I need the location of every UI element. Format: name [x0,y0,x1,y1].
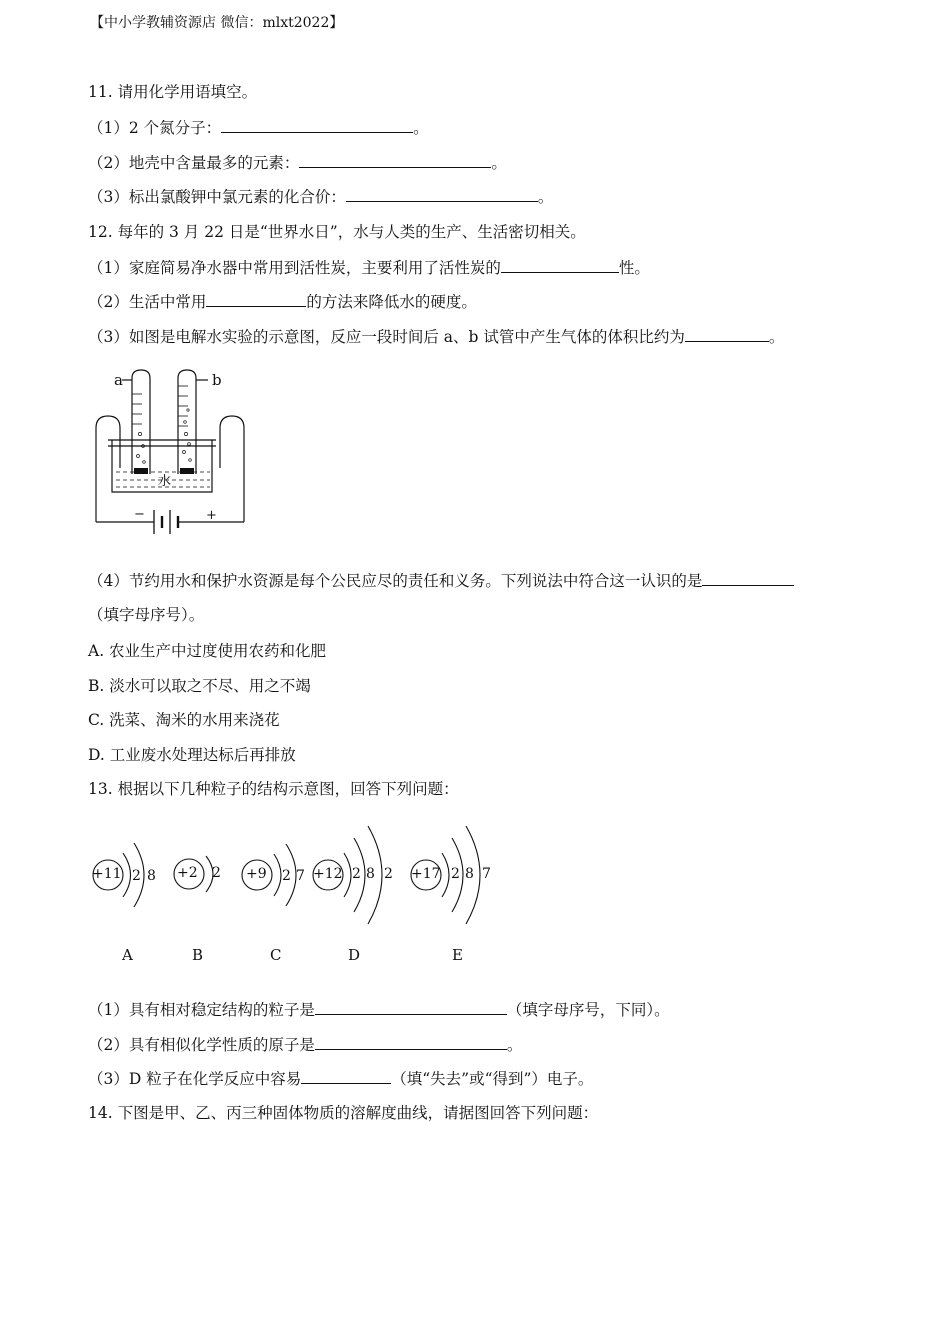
particle-c-shell-1: 2 [282,868,291,884]
option-b: B. 淡水可以取之不尽、用之不竭 [88,677,311,695]
particle-e-shell-3: 7 [482,866,491,882]
particle-c-shell-2: 7 [296,868,305,884]
q13-part1 [88,999,670,1020]
option-c: C. 洗菜、淘米的水用来浇花 [88,711,280,729]
answer-blank[interactable] [299,152,491,168]
answer-blank[interactable] [501,257,619,273]
particle-d-shell-3: 2 [384,866,393,882]
particle-b-shell-1: 2 [212,865,221,881]
q11-part1-text: （1）2 个氮分子： [88,119,222,137]
positive-terminal-label: + [206,508,217,523]
answer-blank[interactable] [206,291,306,307]
q13-part2-text: （2）具有相似化学性质的原子是 [88,1036,315,1054]
particle-d-shell-1: 2 [352,866,361,882]
q13-part3-text: （3）D 粒子在化学反应中容易 [88,1070,302,1088]
particle-c-letter: C [270,946,282,964]
particle-e-shell-1: 2 [451,866,460,882]
q12-part4 [88,570,794,591]
q13-title: 13. 根据以下几种粒子的结构示意图，回答下列问题： [88,780,459,798]
negative-terminal-label: − [134,507,145,522]
q12-part3 [88,326,784,347]
particle-a-nucleus: +11 [92,866,122,882]
answer-blank[interactable] [315,999,507,1015]
particle-a-shell-2: 8 [147,868,156,884]
q13-part3 [88,1068,593,1089]
particle-b-nucleus: +2 [177,865,198,881]
q11-part1 [88,117,429,138]
q12-part1-text: （1）家庭简易净水器中常用到活性炭，主要利用了活性炭的 [88,259,501,277]
answer-blank[interactable] [315,1034,507,1050]
q12-part1-end: 性。 [618,259,650,277]
tube-a-label: a [114,371,123,389]
q12-part1 [88,257,650,278]
q12-part2 [88,291,477,312]
q13-part1-text: （1）具有相对稳定结构的粒子是 [88,1001,315,1019]
q12-part2-text: （2）生活中常用 [88,293,207,311]
q11-part3-text: （3）标出氯酸钾中氯元素的化合价： [88,188,346,206]
page-header: 【中小学教辅资源店 微信：mlxt2022】 [90,15,344,31]
particle-d-letter: D [348,946,361,964]
q12-title: 12. 每年的 3 月 22 日是“世界水日”，水与人类的生产、生活密切相关。 [88,223,586,241]
q11-part2-text: （2）地壳中含量最多的元素： [88,154,300,172]
q13-part1-end: （填字母序号，下同）。 [506,1001,670,1019]
q11-part2-end: 。 [491,154,507,172]
q12-part4-hint: （填字母序号）。 [88,606,205,624]
q13-part3-end: （填“失去”或“得到”）电子。 [391,1070,594,1088]
q12-part2-end: 的方法来降低水的硬度。 [306,293,477,311]
option-d: D. 工业废水处理达标后再排放 [88,746,296,764]
particle-d-nucleus: +12 [313,866,343,882]
q14-title: 14. 下图是甲、乙、丙三种固体物质的溶解度曲线，请据图回答下列问题： [88,1104,599,1122]
particle-e-nucleus: +17 [411,866,441,882]
q11-title: 11. 请用化学用语填空。 [88,83,258,101]
particle-d-shell-2: 8 [366,866,375,882]
q13-part2 [88,1034,522,1055]
answer-blank[interactable] [301,1068,391,1084]
option-a: A. 农业生产中过度使用农药和化肥 [88,642,327,660]
answer-blank[interactable] [702,570,794,586]
particle-a-letter: A [122,946,133,964]
particle-e-shell-2: 8 [465,866,474,882]
answer-blank[interactable] [221,117,413,133]
q12-part3-text: （3）如图是电解水实验的示意图，反应一段时间后 a、b 试管中产生气体的体积比约为 [88,328,685,346]
q11-part2 [88,152,507,173]
q11-part3 [88,186,553,207]
answer-blank[interactable] [346,186,538,202]
q13-part2-end: 。 [506,1036,523,1054]
answer-blank[interactable] [685,326,769,342]
water-label: 水 [158,474,172,489]
tube-b-label: b [212,371,222,389]
q12-part3-end: 。 [768,328,785,346]
particle-a-shell-1: 2 [132,868,141,884]
q12-part4-text: （4）节约用水和保护水资源是每个公民应尽的责任和义务。下列说法中符合这一认识的是 [88,572,703,590]
particle-b-letter: B [192,946,204,964]
q11-part1-end: 。 [413,119,429,137]
particle-c-nucleus: +9 [246,866,267,882]
q11-part3-end: 。 [537,188,554,206]
electrolysis-diagram [90,364,250,554]
particle-e-letter: E [452,946,463,964]
